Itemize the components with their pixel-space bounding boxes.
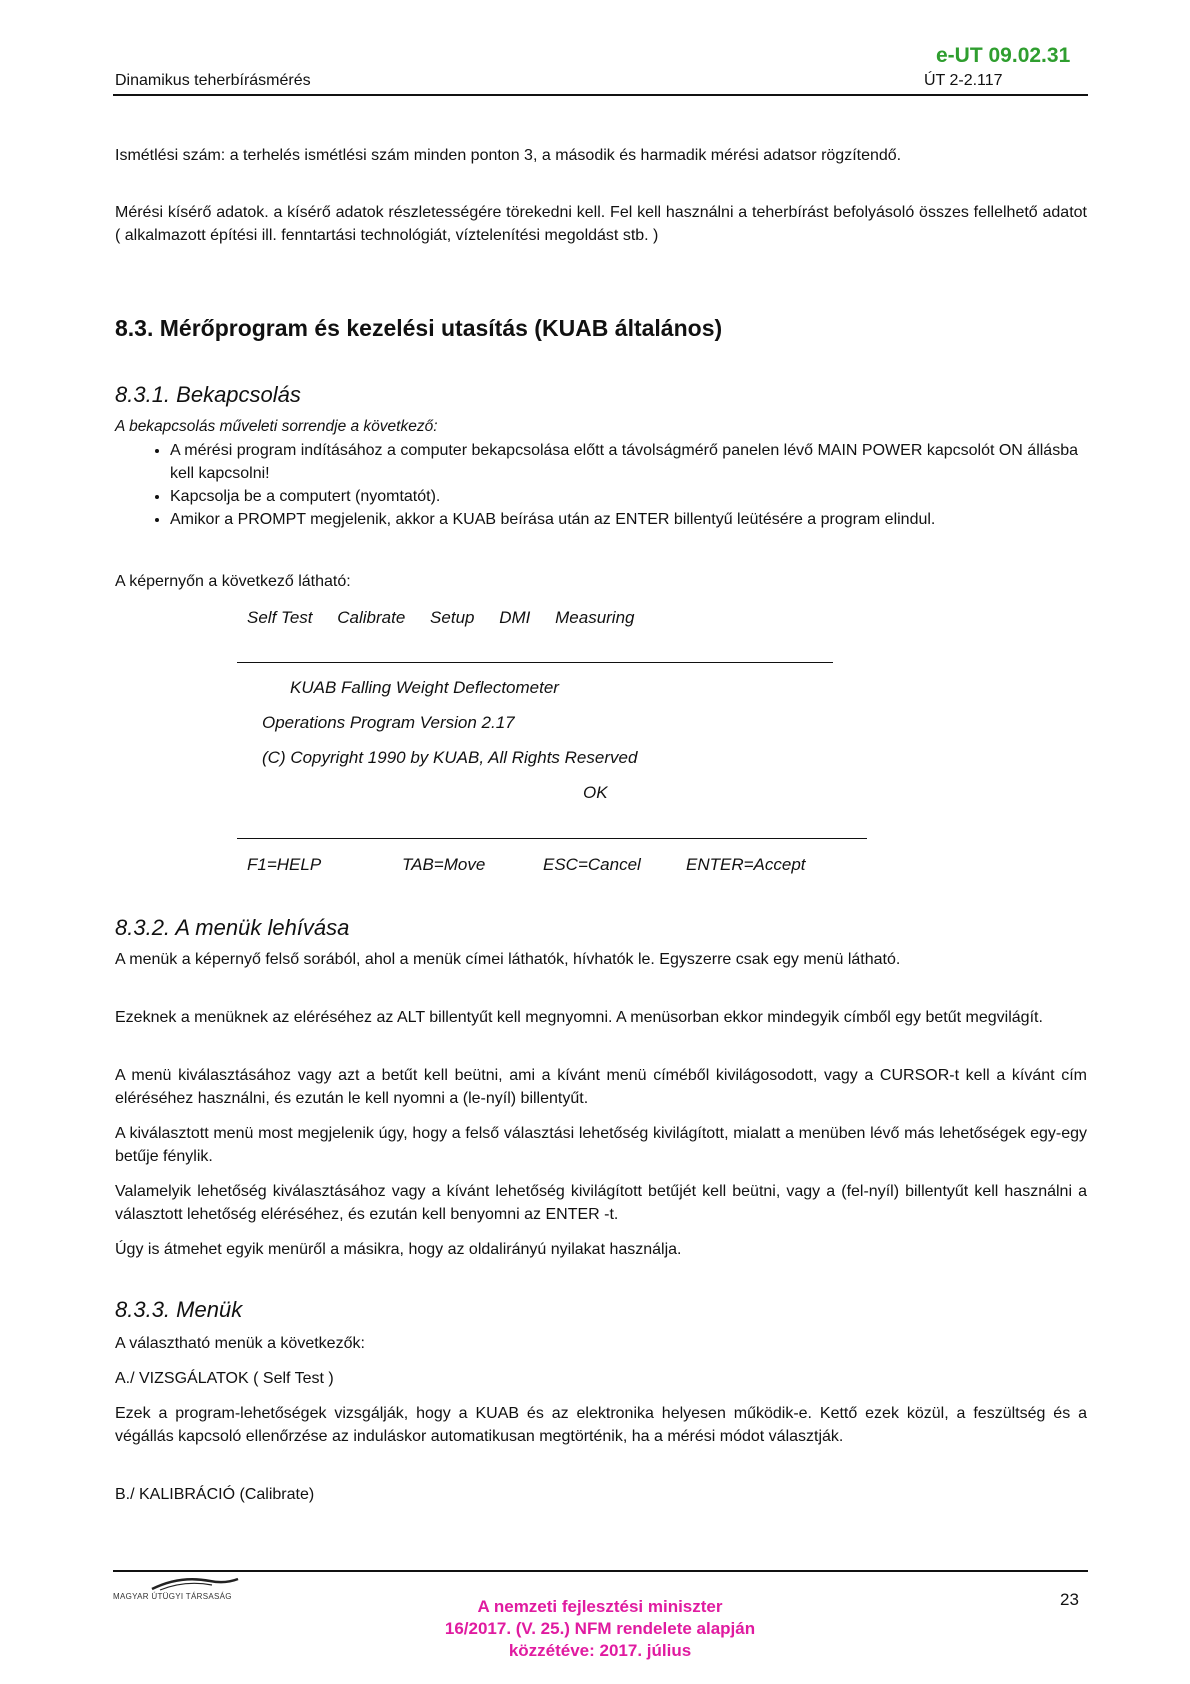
screen-menu-item: Calibrate — [337, 608, 406, 627]
screen-intro: A képernyőn a következő látható: — [115, 573, 351, 590]
society-logo-text: MAGYAR ÚTÜGYI TÁRSASÁG — [113, 1592, 232, 1601]
screen-menu-item: Setup — [430, 608, 475, 627]
startup-steps-list — [140, 439, 1090, 531]
screen-menu-item: Self Test — [247, 608, 313, 627]
paragraph-menus-2: Ezeknek a menüknek az eléréséhez az ALT billentyűt kell megnyomni. A menüsorban ekkor mindegyik címből egy betűt megvilágít. — [115, 1009, 1043, 1026]
menu-item-a: A./ VIZSGÁLATOK ( Self Test ) — [115, 1370, 334, 1387]
publication-line-3: közzétéve: 2017. július — [508, 1641, 692, 1660]
screen-key-accept: ENTER=Accept — [686, 855, 806, 874]
paragraph-menus-4: A kiválasztott menü most megjelenik úgy, hogy a felső választási lehetőség kivilágított, mialatt a menüben lévő más lehetőségek egy-egy betűje fénylik. — [115, 1125, 1087, 1165]
section-heading-8-3-3: 8.3.3. Menük — [115, 1297, 243, 1322]
list-item: • Kapcsolja be a computert (nyomtatót). — [170, 485, 1090, 508]
publication-line-2: 16/2017. (V. 25.) NFM rendelete alapján — [444, 1619, 756, 1638]
document-code: e-UT 09.02.31 — [936, 44, 1071, 67]
document-title: Dinamikus teherbírásmérés — [115, 72, 311, 89]
screen-copyright: (C) Copyright 1990 by KUAB, All Rights Reserved — [262, 748, 638, 767]
startup-lead: A bekapcsolás műveleti sorrendje a következő: — [115, 418, 438, 435]
paragraph-menus-5: Valamelyik lehetőség kiválasztásához vagy a kívánt lehetőség kivilágított betűjét kell beütni, vagy a (fel-nyíl) billentyűt kell használni a választott lehetőség eléréséhez, és ezután kell benyomni az ENTER -t. — [115, 1183, 1087, 1223]
screen-bottom-rule — [237, 838, 867, 839]
screen-key-cancel: ESC=Cancel — [543, 855, 641, 874]
paragraph-repetition: Ismétlési szám: a terhelés ismétlési szám minden ponton 3, a második és harmadik mérési adatsor rögzítendő. — [115, 147, 902, 164]
screen-key-move: TAB=Move — [402, 855, 486, 874]
standard-number: ÚT 2-2.117 — [924, 72, 1003, 89]
publication-line-1: A nemzeti fejlesztési miniszter — [477, 1597, 723, 1616]
screen-menu-item: DMI — [499, 608, 531, 627]
paragraph-menus-3: A menü kiválasztásához vagy azt a betűt kell beütni, ami a kívánt menü címéből kivilágosodott, vagy a CURSOR-t kell a kívánt cím eléréséhez használni, és ezután le kell nyomni a (le-nyíl) billentyűt. — [115, 1067, 1087, 1107]
section-heading-8-3: 8.3. Mérőprogram és kezelési utasítás (KUAB általános) — [115, 315, 723, 341]
paragraph-accompanying-data: Mérési kísérő adatok. a kísérő adatok részletességére törekedni kell. Fel kell használni a teherbírást befolyásoló összes fellelhető adatot ( alkalmazott építési ill. fenntartási technológiát, víztelenítési megoldást stb. ) — [115, 204, 1087, 244]
section-heading-8-3-1: 8.3.1. Bekapcsolás — [115, 382, 301, 407]
list-item: • A mérési program indításához a computer bekapcsolása előtt a távolságmérő panelen lévő MAIN POWER kapcsolót ON állásba kell kapcsolni! — [170, 439, 1090, 485]
society-logo-icon — [150, 1573, 240, 1593]
paragraph-menus-6: Úgy is átmehet egyik menüről a másikra, hogy az oldalirányú nyilakat használja. — [115, 1241, 682, 1258]
list-item: • Amikor a PROMPT megjelenik, akkor a KUAB beírása után az ENTER billentyű leütésére a program elindul. — [170, 508, 1090, 531]
section-heading-8-3-2: 8.3.2. A menük lehívása — [115, 915, 350, 940]
footer-rule — [113, 1570, 1088, 1572]
screen-key-help: F1=HELP — [247, 855, 322, 874]
screen-menu-bar — [247, 608, 655, 628]
screen-version: Operations Program Version 2.17 — [262, 713, 515, 732]
screen-top-rule — [237, 662, 833, 663]
paragraph-menus-available: A választható menük a következők: — [115, 1335, 365, 1352]
menu-item-b: B./ KALIBRÁCIÓ (Calibrate) — [115, 1486, 315, 1503]
paragraph-self-test: Ezek a program-lehetőségek vizsgálják, hogy a KUAB és az elektronika helyesen működik-e. Kettő ezek közül, a feszültség és a végállás kapcsoló ellenőrzése az induláskor automatikusan megtörténik, ha a mérési módot választják. — [115, 1405, 1087, 1445]
screen-ok: OK — [583, 783, 608, 802]
page-number: 23 — [1060, 1590, 1079, 1609]
header-rule — [113, 94, 1088, 96]
screen-menu-item: Measuring — [555, 608, 635, 627]
screen-program-name: KUAB Falling Weight Deflectometer — [290, 678, 559, 697]
paragraph-menus-1: A menük a képernyő felső sorából, ahol a menük címei láthatók, hívhatók le. Egyszerre csak egy menü látható. — [115, 951, 901, 968]
